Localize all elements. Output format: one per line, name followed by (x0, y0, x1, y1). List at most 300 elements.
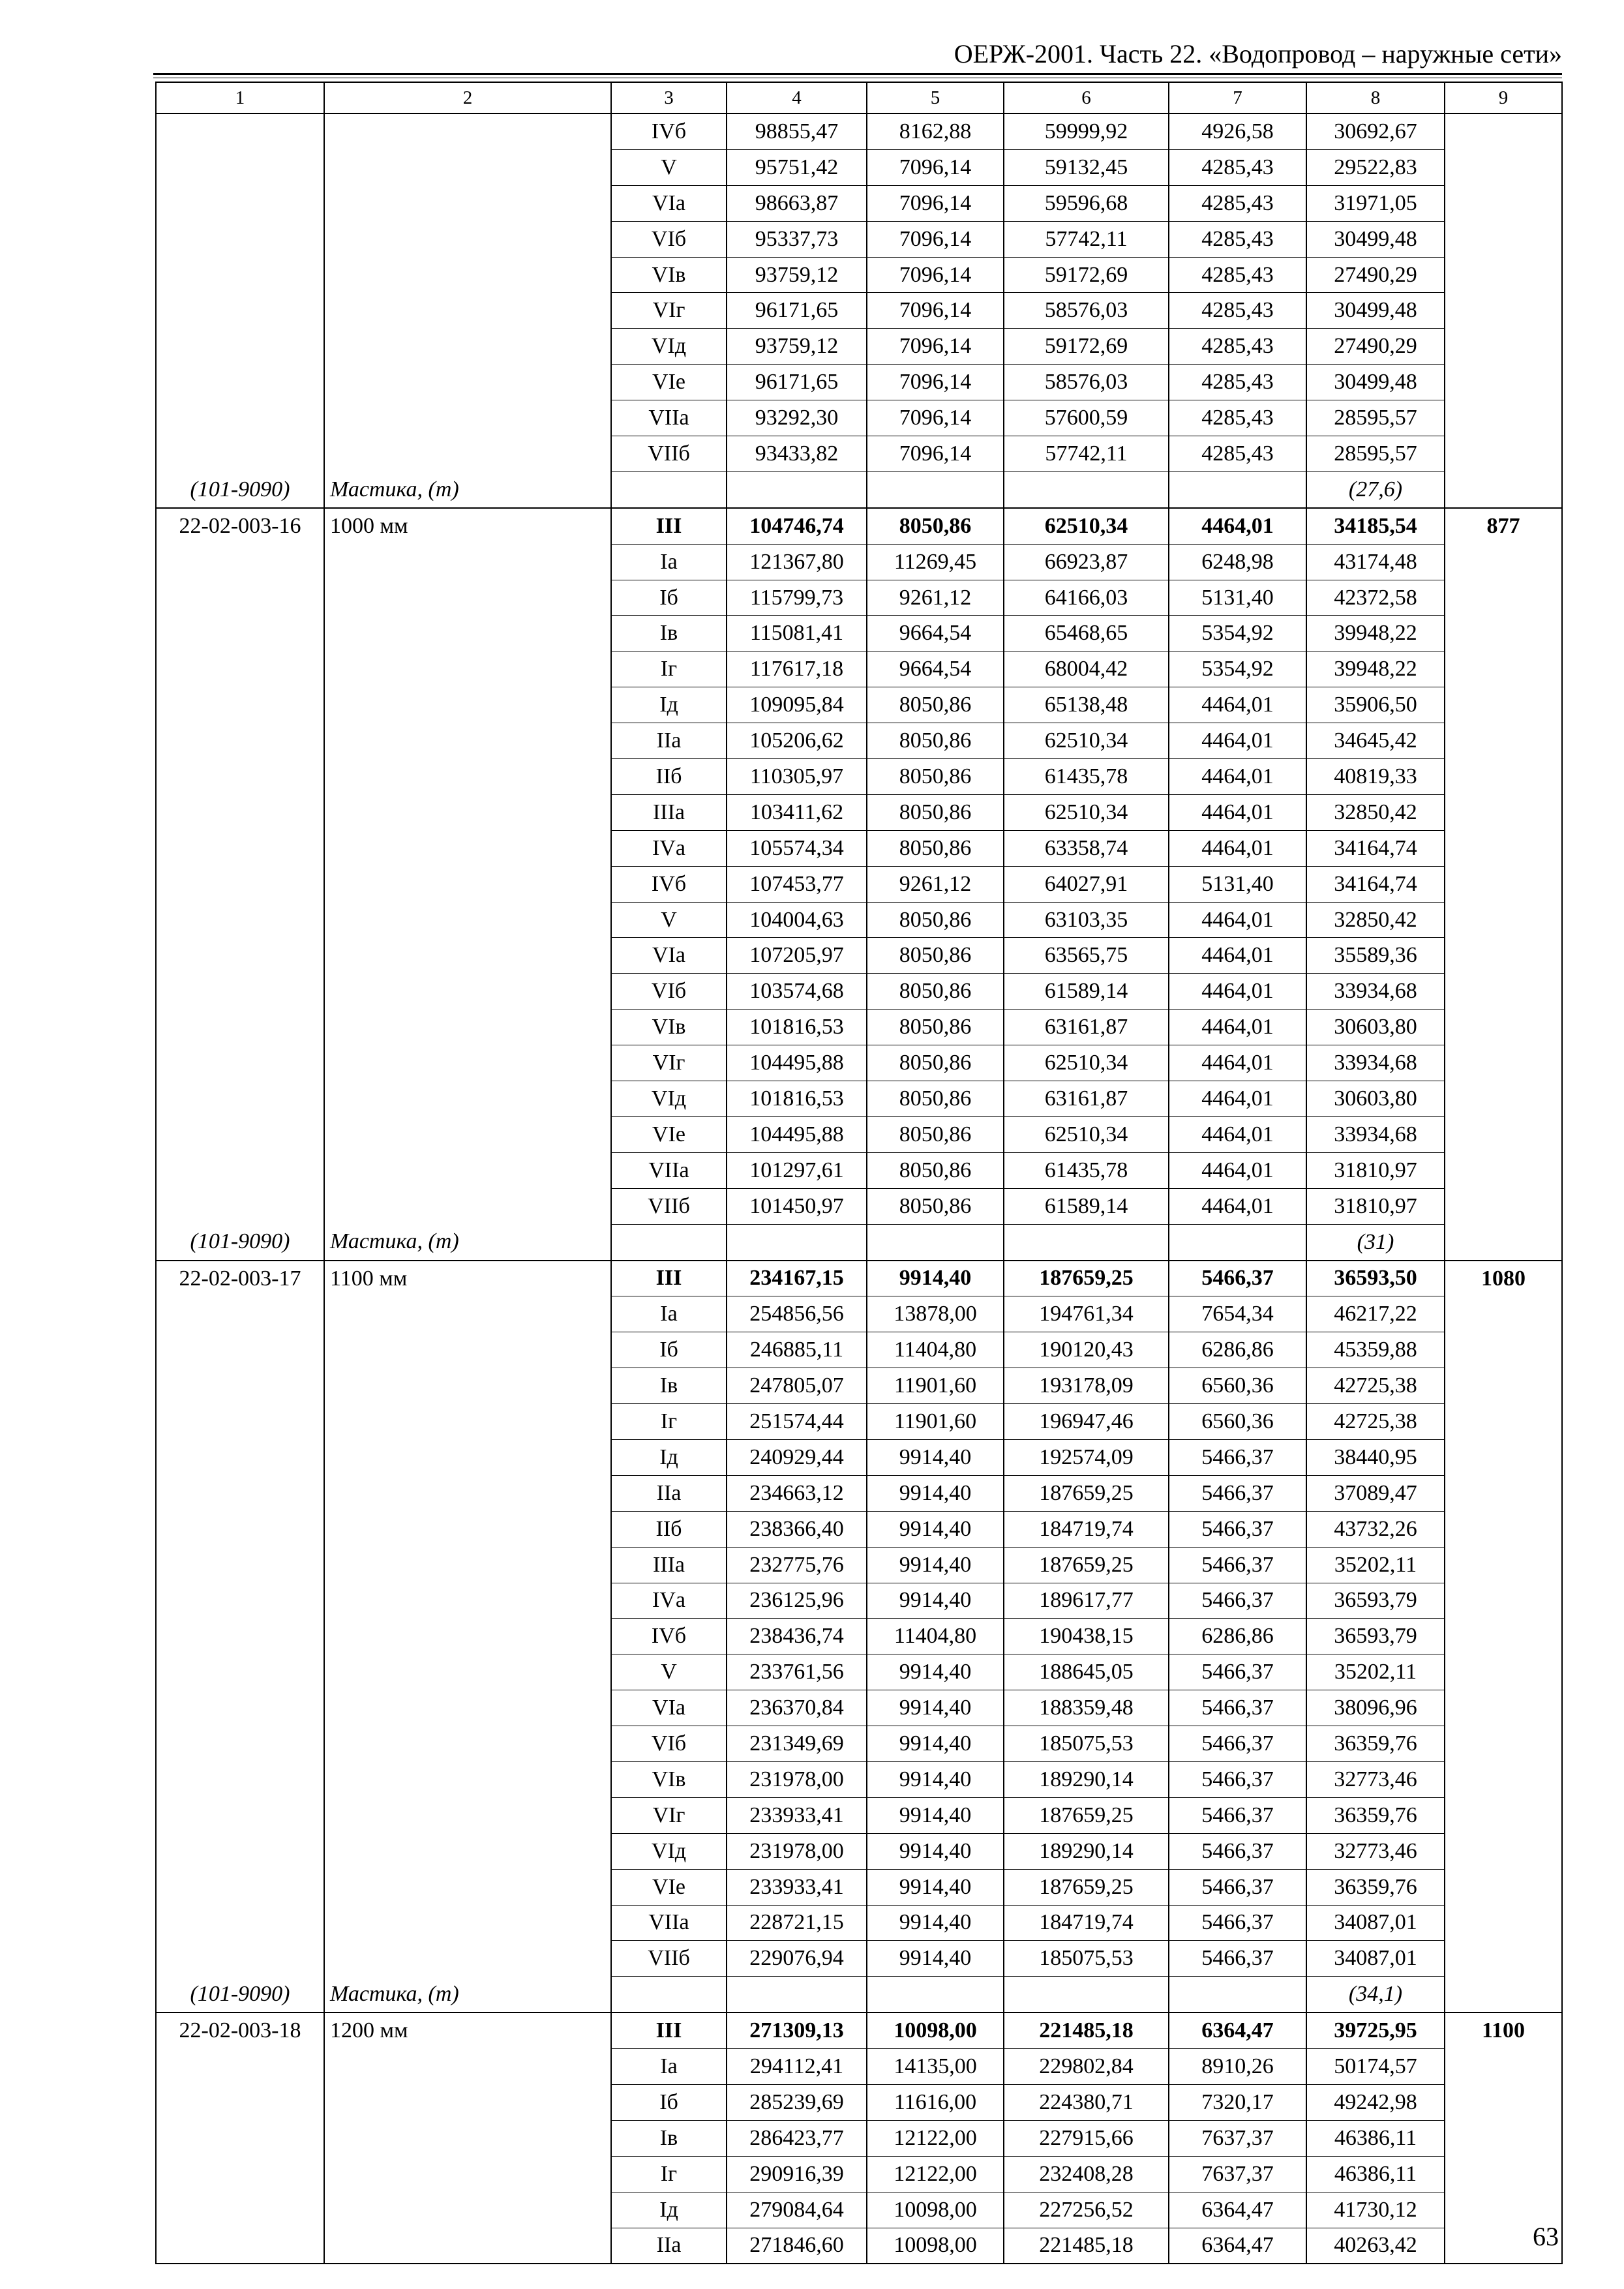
wages-cell: 11269,45 (867, 544, 1004, 580)
code-cell (156, 149, 324, 185)
total-cost-cell: 121367,80 (727, 544, 867, 580)
category-cell: VIе (611, 1869, 727, 1905)
machines-cell: 63161,87 (1004, 1010, 1169, 1045)
materials-cell: 30499,48 (1306, 293, 1445, 329)
total-cost-cell: 101450,97 (727, 1188, 867, 1224)
labor-cell (1445, 1475, 1562, 1511)
category-cell: Iб (611, 1332, 727, 1368)
driver-wages-cell: 5466,37 (1169, 1833, 1306, 1869)
materials-cell: 31810,97 (1306, 1188, 1445, 1224)
code-cell (156, 2049, 324, 2085)
total-cost-cell: 101297,61 (727, 1152, 867, 1188)
machines-cell: 57600,59 (1004, 400, 1169, 436)
wages-cell (867, 1224, 1004, 1260)
labor-cell (1445, 1511, 1562, 1547)
code-cell (156, 580, 324, 616)
wages-cell: 8050,86 (867, 974, 1004, 1010)
labor-cell (1445, 580, 1562, 616)
machines-cell: 189617,77 (1004, 1583, 1169, 1619)
category-cell: VIв (611, 1010, 727, 1045)
code-cell (156, 2192, 324, 2228)
labor-cell: 1080 (1445, 1261, 1562, 1296)
name-cell (324, 2156, 611, 2192)
table-row (156, 974, 1562, 1010)
materials-cell: 39725,95 (1306, 2012, 1445, 2048)
wages-cell: 7096,14 (867, 149, 1004, 185)
machines-cell: 58576,03 (1004, 365, 1169, 400)
table-row (156, 1045, 1562, 1081)
code-cell (156, 1690, 324, 1726)
machines-cell: 59172,69 (1004, 329, 1169, 365)
machines-cell: 58576,03 (1004, 293, 1169, 329)
code-cell (156, 1726, 324, 1762)
labor-cell (1445, 257, 1562, 293)
total-cost-cell: 109095,84 (727, 687, 867, 723)
labor-cell (1445, 866, 1562, 902)
materials-cell: 37089,47 (1306, 1475, 1445, 1511)
wages-cell: 8050,86 (867, 1188, 1004, 1224)
total-cost-cell: 285239,69 (727, 2084, 867, 2120)
table-row (156, 1833, 1562, 1869)
labor-cell (1445, 1116, 1562, 1152)
total-cost-cell: 93292,30 (727, 400, 867, 436)
category-cell: VIб (611, 1726, 727, 1762)
category-cell: IIб (611, 1511, 727, 1547)
total-cost-cell: 290916,39 (727, 2156, 867, 2192)
total-cost-cell: 271846,60 (727, 2228, 867, 2264)
table-row (156, 1869, 1562, 1905)
category-cell: V (611, 902, 727, 938)
code-cell (156, 1439, 324, 1475)
labor-cell (1445, 2156, 1562, 2192)
code-cell (156, 436, 324, 472)
driver-wages-cell: 5466,37 (1169, 1941, 1306, 1977)
driver-wages-cell: 5466,37 (1169, 1547, 1306, 1583)
driver-wages-cell: 7637,37 (1169, 2156, 1306, 2192)
machines-cell: 63358,74 (1004, 830, 1169, 866)
total-cost-cell: 246885,11 (727, 1332, 867, 1368)
machines-cell: 62510,34 (1004, 794, 1169, 830)
table-row (156, 2084, 1562, 2120)
table-row (156, 687, 1562, 723)
driver-wages-cell: 5466,37 (1169, 1761, 1306, 1797)
wages-cell: 8050,86 (867, 1045, 1004, 1081)
machines-cell: 61435,78 (1004, 1152, 1169, 1188)
page-number: 63 (1533, 2222, 1559, 2251)
code-cell (156, 723, 324, 759)
wages-cell: 11901,60 (867, 1368, 1004, 1404)
code-cell (156, 830, 324, 866)
name-cell (324, 2228, 611, 2264)
labor-cell (1445, 759, 1562, 795)
wages-cell: 9914,40 (867, 1869, 1004, 1905)
category-cell: IVб (611, 1619, 727, 1654)
name-cell (324, 2120, 611, 2156)
total-cost-cell: 95751,42 (727, 149, 867, 185)
materials-cell: 35589,36 (1306, 938, 1445, 974)
wages-cell: 9914,40 (867, 1797, 1004, 1833)
machines-cell: 192574,09 (1004, 1439, 1169, 1475)
code-cell (156, 1797, 324, 1833)
materials-cell: 30692,67 (1306, 113, 1445, 149)
materials-cell: 41730,12 (1306, 2192, 1445, 2228)
materials-cell: 36593,50 (1306, 1261, 1445, 1296)
materials-cell: 50174,57 (1306, 2049, 1445, 2085)
total-cost-cell: 93759,12 (727, 257, 867, 293)
materials-cell: 31971,05 (1306, 185, 1445, 221)
machines-cell (1004, 1224, 1169, 1260)
machines-cell: 62510,34 (1004, 723, 1169, 759)
table-row (156, 1941, 1562, 1977)
labor-cell (1445, 1797, 1562, 1833)
name-cell (324, 1296, 611, 1332)
materials-cell: (27,6) (1306, 471, 1445, 507)
name-cell (324, 257, 611, 293)
wages-cell: 8050,86 (867, 938, 1004, 974)
table-row (156, 1152, 1562, 1188)
wages-cell: 9914,40 (867, 1941, 1004, 1977)
total-cost-cell: 247805,07 (727, 1368, 867, 1404)
machines-cell: 62510,34 (1004, 1045, 1169, 1081)
materials-cell: 36359,76 (1306, 1797, 1445, 1833)
total-cost-cell (727, 471, 867, 507)
category-cell: Iг (611, 2156, 727, 2192)
name-cell (324, 1404, 611, 1440)
machines-cell: 63103,35 (1004, 902, 1169, 938)
name-cell (324, 974, 611, 1010)
total-cost-cell: 104495,88 (727, 1116, 867, 1152)
machines-cell: 229802,84 (1004, 2049, 1169, 2085)
name-cell (324, 1511, 611, 1547)
driver-wages-cell: 7654,34 (1169, 1296, 1306, 1332)
name-cell (324, 794, 611, 830)
driver-wages-cell: 5354,92 (1169, 651, 1306, 687)
machines-cell: 66923,87 (1004, 544, 1169, 580)
wages-cell: 8050,86 (867, 794, 1004, 830)
table-row (156, 1010, 1562, 1045)
wages-cell: 8050,86 (867, 759, 1004, 795)
total-cost-cell: 229076,94 (727, 1941, 867, 1977)
materials-cell: 34645,42 (1306, 723, 1445, 759)
total-cost-cell: 271309,13 (727, 2012, 867, 2048)
name-cell (324, 1619, 611, 1654)
table-row (156, 221, 1562, 257)
table-row (156, 544, 1562, 580)
labor-cell (1445, 1332, 1562, 1368)
wages-cell: 10098,00 (867, 2228, 1004, 2264)
name-cell (324, 544, 611, 580)
labor-cell (1445, 1583, 1562, 1619)
total-cost-cell: 115081,41 (727, 616, 867, 651)
code-cell (156, 293, 324, 329)
total-cost-cell: 98663,87 (727, 185, 867, 221)
machines-cell: 194761,34 (1004, 1296, 1169, 1332)
driver-wages-cell: 8910,26 (1169, 2049, 1306, 2085)
name-cell (324, 1368, 611, 1404)
table-row (156, 2228, 1562, 2264)
materials-cell: 43174,48 (1306, 544, 1445, 580)
driver-wages-cell: 5466,37 (1169, 1654, 1306, 1690)
table-row (156, 365, 1562, 400)
materials-cell: 33934,68 (1306, 974, 1445, 1010)
machines-cell: 187659,25 (1004, 1261, 1169, 1296)
machines-cell: 61435,78 (1004, 759, 1169, 795)
material-note-row (156, 471, 1562, 507)
code-cell (156, 1081, 324, 1117)
price-table (155, 82, 1563, 2264)
code-cell (156, 1583, 324, 1619)
driver-wages-cell: 6248,98 (1169, 544, 1306, 580)
table-row (156, 723, 1562, 759)
item-main-row (156, 2012, 1562, 2048)
table-row (156, 1296, 1562, 1332)
driver-wages-cell: 4926,58 (1169, 113, 1306, 149)
labor-cell (1445, 1188, 1562, 1224)
name-cell: 1200 мм (324, 2012, 611, 2048)
driver-wages-cell: 5466,37 (1169, 1869, 1306, 1905)
materials-cell: 30603,80 (1306, 1081, 1445, 1117)
materials-cell: 42725,38 (1306, 1404, 1445, 1440)
driver-wages-cell: 4464,01 (1169, 687, 1306, 723)
name-cell (324, 1905, 611, 1941)
labor-cell (1445, 1368, 1562, 1404)
driver-wages-cell: 5466,37 (1169, 1583, 1306, 1619)
category-cell: VIа (611, 185, 727, 221)
column-number: 2 (324, 82, 611, 113)
wages-cell: 8162,88 (867, 113, 1004, 149)
driver-wages-cell: 5131,40 (1169, 580, 1306, 616)
category-cell: IIа (611, 2228, 727, 2264)
labor-cell (1445, 1296, 1562, 1332)
labor-cell (1445, 1619, 1562, 1654)
machines-cell: 185075,53 (1004, 1941, 1169, 1977)
category-cell (611, 471, 727, 507)
column-number-row (156, 82, 1562, 113)
name-cell (324, 1439, 611, 1475)
category-cell: IVб (611, 113, 727, 149)
labor-cell (1445, 1547, 1562, 1583)
machines-cell: 61589,14 (1004, 974, 1169, 1010)
labor-cell (1445, 974, 1562, 1010)
driver-wages-cell: 4464,01 (1169, 1116, 1306, 1152)
table-row (156, 1619, 1562, 1654)
name-cell (324, 1583, 611, 1619)
table-row (156, 1368, 1562, 1404)
table-row (156, 580, 1562, 616)
code-cell (156, 1905, 324, 1941)
code-cell: (101-9090) (156, 471, 324, 507)
name-cell (324, 580, 611, 616)
table-row (156, 329, 1562, 365)
driver-wages-cell: 5354,92 (1169, 616, 1306, 651)
item-main-row (156, 508, 1562, 544)
category-cell: Iв (611, 2120, 727, 2156)
total-cost-cell: 234167,15 (727, 1261, 867, 1296)
total-cost-cell: 105574,34 (727, 830, 867, 866)
materials-cell: 46386,11 (1306, 2156, 1445, 2192)
category-cell: VIд (611, 1833, 727, 1869)
table-row (156, 1404, 1562, 1440)
name-cell (324, 113, 611, 149)
materials-cell: 45359,88 (1306, 1332, 1445, 1368)
category-cell: VIа (611, 938, 727, 974)
materials-cell: 28595,57 (1306, 436, 1445, 472)
name-cell (324, 329, 611, 365)
labor-cell (1445, 365, 1562, 400)
wages-cell: 14135,00 (867, 2049, 1004, 2085)
machines-cell: 64027,91 (1004, 866, 1169, 902)
driver-wages-cell: 4285,43 (1169, 293, 1306, 329)
wages-cell: 8050,86 (867, 902, 1004, 938)
driver-wages-cell: 4464,01 (1169, 723, 1306, 759)
total-cost-cell: 254856,56 (727, 1296, 867, 1332)
materials-cell: 30603,80 (1306, 1010, 1445, 1045)
table-row (156, 1439, 1562, 1475)
wages-cell: 9914,40 (867, 1761, 1004, 1797)
labor-cell: 1100 (1445, 2012, 1562, 2048)
wages-cell: 7096,14 (867, 221, 1004, 257)
table-row (156, 113, 1562, 149)
materials-cell: 34164,74 (1306, 866, 1445, 902)
column-number: 9 (1445, 82, 1562, 113)
wages-cell: 12122,00 (867, 2156, 1004, 2192)
wages-cell: 8050,86 (867, 1081, 1004, 1117)
wages-cell: 7096,14 (867, 257, 1004, 293)
wages-cell: 9914,40 (867, 1475, 1004, 1511)
labor-cell (1445, 938, 1562, 974)
code-cell (156, 902, 324, 938)
wages-cell: 9914,40 (867, 1654, 1004, 1690)
code-cell (156, 400, 324, 436)
total-cost-cell: 117617,18 (727, 651, 867, 687)
materials-cell: 31810,97 (1306, 1152, 1445, 1188)
code-cell: (101-9090) (156, 1224, 324, 1260)
machines-cell: 227256,52 (1004, 2192, 1169, 2228)
category-cell: IIIа (611, 794, 727, 830)
code-cell (156, 1152, 324, 1188)
table-row (156, 1905, 1562, 1941)
labor-cell (1445, 1905, 1562, 1941)
code-cell (156, 1045, 324, 1081)
machines-cell: 59172,69 (1004, 257, 1169, 293)
labor-cell (1445, 113, 1562, 149)
labor-cell (1445, 2120, 1562, 2156)
total-cost-cell: 93433,82 (727, 436, 867, 472)
machines-cell: 64166,03 (1004, 580, 1169, 616)
total-cost-cell: 286423,77 (727, 2120, 867, 2156)
labor-cell (1445, 1439, 1562, 1475)
machines-cell: 57742,11 (1004, 221, 1169, 257)
materials-cell: 32850,42 (1306, 902, 1445, 938)
total-cost-cell: 103574,68 (727, 974, 867, 1010)
name-cell (324, 1761, 611, 1797)
name-cell: Мастика, (т) (324, 471, 611, 507)
materials-cell: 38440,95 (1306, 1439, 1445, 1475)
total-cost-cell: 279084,64 (727, 2192, 867, 2228)
materials-cell: 30499,48 (1306, 365, 1445, 400)
category-cell (611, 1977, 727, 2012)
wages-cell: 9914,40 (867, 1547, 1004, 1583)
machines-cell: 224380,71 (1004, 2084, 1169, 2120)
materials-cell: 46386,11 (1306, 2120, 1445, 2156)
category-cell: VIIб (611, 1941, 727, 1977)
labor-cell (1445, 329, 1562, 365)
wages-cell: 7096,14 (867, 400, 1004, 436)
total-cost-cell: 231978,00 (727, 1761, 867, 1797)
labor-cell (1445, 794, 1562, 830)
code-cell (156, 1368, 324, 1404)
table-row (156, 436, 1562, 472)
total-cost-cell: 233761,56 (727, 1654, 867, 1690)
total-cost-cell (727, 1977, 867, 2012)
code-cell (156, 1010, 324, 1045)
machines-cell: 62510,34 (1004, 508, 1169, 544)
code-cell (156, 1654, 324, 1690)
driver-wages-cell: 6560,36 (1169, 1368, 1306, 1404)
total-cost-cell: 231349,69 (727, 1726, 867, 1762)
materials-cell: 27490,29 (1306, 329, 1445, 365)
machines-cell: 65468,65 (1004, 616, 1169, 651)
materials-cell: 32773,46 (1306, 1833, 1445, 1869)
driver-wages-cell: 4464,01 (1169, 1081, 1306, 1117)
category-cell: VIIа (611, 1905, 727, 1941)
code-cell (156, 1547, 324, 1583)
table-row (156, 1116, 1562, 1152)
labor-cell (1445, 687, 1562, 723)
name-cell (324, 221, 611, 257)
code-cell: (101-9090) (156, 1977, 324, 2012)
total-cost-cell: 238436,74 (727, 1619, 867, 1654)
table-row (156, 1332, 1562, 1368)
category-cell: VIа (611, 1690, 727, 1726)
total-cost-cell: 104495,88 (727, 1045, 867, 1081)
driver-wages-cell: 4285,43 (1169, 257, 1306, 293)
machines-cell: 188359,48 (1004, 1690, 1169, 1726)
driver-wages-cell: 4285,43 (1169, 329, 1306, 365)
table-row (156, 1511, 1562, 1547)
materials-cell: 46217,22 (1306, 1296, 1445, 1332)
driver-wages-cell: 5466,37 (1169, 1726, 1306, 1762)
driver-wages-cell: 6560,36 (1169, 1404, 1306, 1440)
driver-wages-cell: 4285,43 (1169, 149, 1306, 185)
category-cell: VIе (611, 365, 727, 400)
labor-cell (1445, 544, 1562, 580)
wages-cell: 8050,86 (867, 1010, 1004, 1045)
machines-cell: 65138,48 (1004, 687, 1169, 723)
labor-cell (1445, 1654, 1562, 1690)
labor-cell (1445, 293, 1562, 329)
driver-wages-cell: 6364,47 (1169, 2012, 1306, 2048)
driver-wages-cell: 4464,01 (1169, 974, 1306, 1010)
category-cell: III (611, 1261, 727, 1296)
labor-cell (1445, 1224, 1562, 1260)
category-cell: III (611, 2012, 727, 2048)
machines-cell: 59596,68 (1004, 185, 1169, 221)
labor-cell (1445, 723, 1562, 759)
total-cost-cell: 98855,47 (727, 113, 867, 149)
machines-cell: 185075,53 (1004, 1726, 1169, 1762)
code-cell (156, 1869, 324, 1905)
labor-cell (1445, 436, 1562, 472)
name-cell (324, 365, 611, 400)
total-cost-cell: 294112,41 (727, 2049, 867, 2085)
materials-cell: 39948,22 (1306, 616, 1445, 651)
name-cell (324, 687, 611, 723)
table-row (156, 1547, 1562, 1583)
code-cell (156, 1296, 324, 1332)
name-cell (324, 1797, 611, 1833)
materials-cell: 38096,96 (1306, 1690, 1445, 1726)
